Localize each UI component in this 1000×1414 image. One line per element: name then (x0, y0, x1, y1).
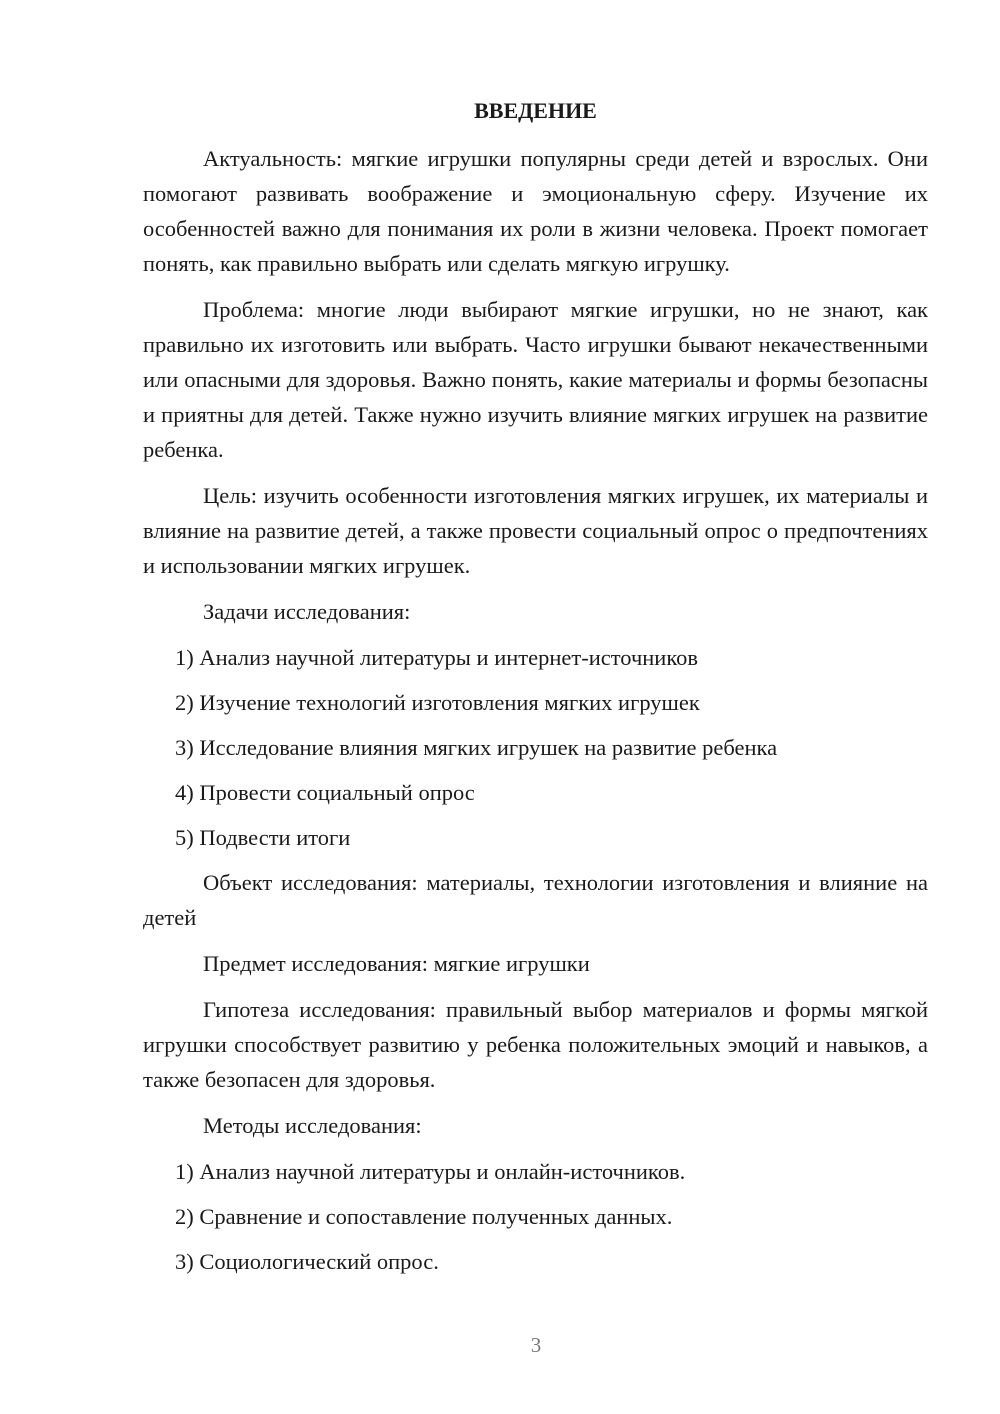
task-item: 2) Изучение технологий изготовления мягких игрушек (175, 690, 700, 715)
task-item: 4) Провести социальный опрос (175, 780, 475, 805)
task-item: 1) Анализ научной литературы и интернет-источников (175, 645, 699, 670)
hypothesis-paragraph: Гипотеза исследования: правильный выбор материалов и формы мягкой игрушки способствует развитию у ребенка положительных эмоций и навыков, а также безопасен для здоровья. (143, 997, 928, 1092)
task-item: 5) Подвести итоги (175, 825, 351, 850)
method-item: 1) Анализ научной литературы и онлайн-источников. (175, 1159, 686, 1184)
problem-paragraph: Проблема: многие люди выбирают мягкие игрушки, но не знают, как правильно их изготовить или выбрать. Часто игрушки бывают некачественными или опасными для здоровья. Важно понять, какие материалы и формы безопасны и приятны для детей. Также нужно изучить влияние мягких игрушек на развитие ребенка. (143, 297, 928, 462)
relevance-paragraph: Актуальность: мягкие игрушки популярны среди детей и взрослых. Они помогают развивать воображение и эмоциональную сферу. Изучение их особенностей важно для понимания их роли в жизни человека. Проект помогает понять, как правильно выбрать или сделать мягкую игрушку. (143, 146, 928, 276)
object-paragraph: Объект исследования: материалы, технологии изготовления и влияние на детей (143, 870, 928, 930)
document-page (143, 93, 928, 1289)
task-item: 3) Исследование влияния мягких игрушек на развитие ребенка (175, 735, 778, 760)
method-item: 2) Сравнение и сопоставление полученных данных. (175, 1204, 673, 1229)
subject-paragraph: Предмет исследования: мягкие игрушки (203, 951, 590, 976)
tasks-heading: Задачи исследования: (203, 599, 411, 624)
method-item: 3) Социологический опрос. (175, 1249, 439, 1274)
goal-paragraph: Цель: изучить особенности изготовления мягких игрушек, их материалы и влияние на развитие детей, а также провести социальный опрос о предпочтениях и использовании мягких игрушек. (143, 483, 928, 578)
methods-heading: Методы исследования: (203, 1113, 422, 1138)
page-title: ВВЕДЕНИЕ (474, 98, 597, 123)
page-number: 3 (530, 1333, 542, 1357)
